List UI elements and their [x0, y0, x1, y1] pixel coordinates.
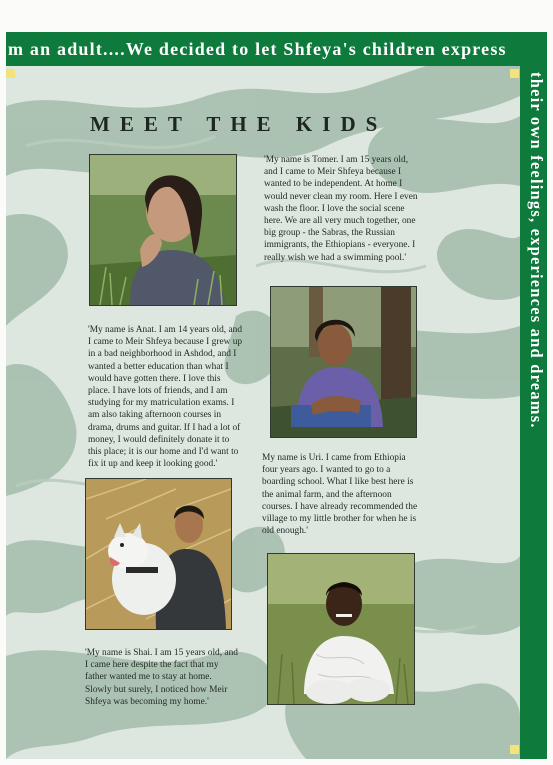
quote-anat: 'My name is Anat. I am 14 years old, and I came to Meir Shfeya because I grew up in a bad neighborhood in Ashdod, and I wanted a better education than what I would have gotten there. I love this place. I have lots of friends, and I am studying for my matriculation exams. I am also taking afternoon courses in drama, drums and guitar. If I had a lot of money, I would definitely donate it to this place; it is our home and I'd want to fix it up and keep it looking good.': [88, 325, 243, 470]
top-headline-band: [6, 32, 547, 66]
page-title: MEET THE KIDS: [90, 112, 388, 136]
corner-marker: [510, 745, 519, 754]
quote-uri: My name is Uri. I came from Ethiopia four years ago. I wanted to go to a boarding school. What I like best here is the animal farm, and the afternoon courses. I have already recommended the village to my little brother for when he is old enough.': [262, 453, 418, 537]
brushstroke-pattern: [6, 66, 520, 759]
corner-marker: [6, 69, 15, 78]
side-headline-text: their own feelings, experiences and dreams.: [527, 72, 546, 429]
quote-tomer: 'My name is Tomer. I am 15 years old, and I came to Meir Shfeya because I wanted to be independent. At home I would never clean my room. Here I even wash the floor. I love the social scene here. We are all very much together, one big group - the Sabras, the Russian immigrants, the Ethiopians - everyone. I really wish we had a swimming pool.': [264, 155, 418, 263]
band-headline-text: m an adult....We decided to let Shfeya's children express: [8, 39, 507, 59]
photo-tomer: [270, 286, 417, 438]
corner-marker: [510, 69, 519, 78]
photo-anat: [89, 154, 237, 306]
photo-shai: [85, 478, 232, 630]
photo-uri: [267, 553, 415, 705]
side-headline-band: [520, 66, 547, 759]
background-panel: [6, 66, 520, 759]
quote-shai: 'My name is Shai. I am 15 years old, and I came here despite the fact that my father wanted me to stay at home. Slowly but surely, I noticed how Meir Shfeya was becoming my home.': [85, 648, 238, 707]
